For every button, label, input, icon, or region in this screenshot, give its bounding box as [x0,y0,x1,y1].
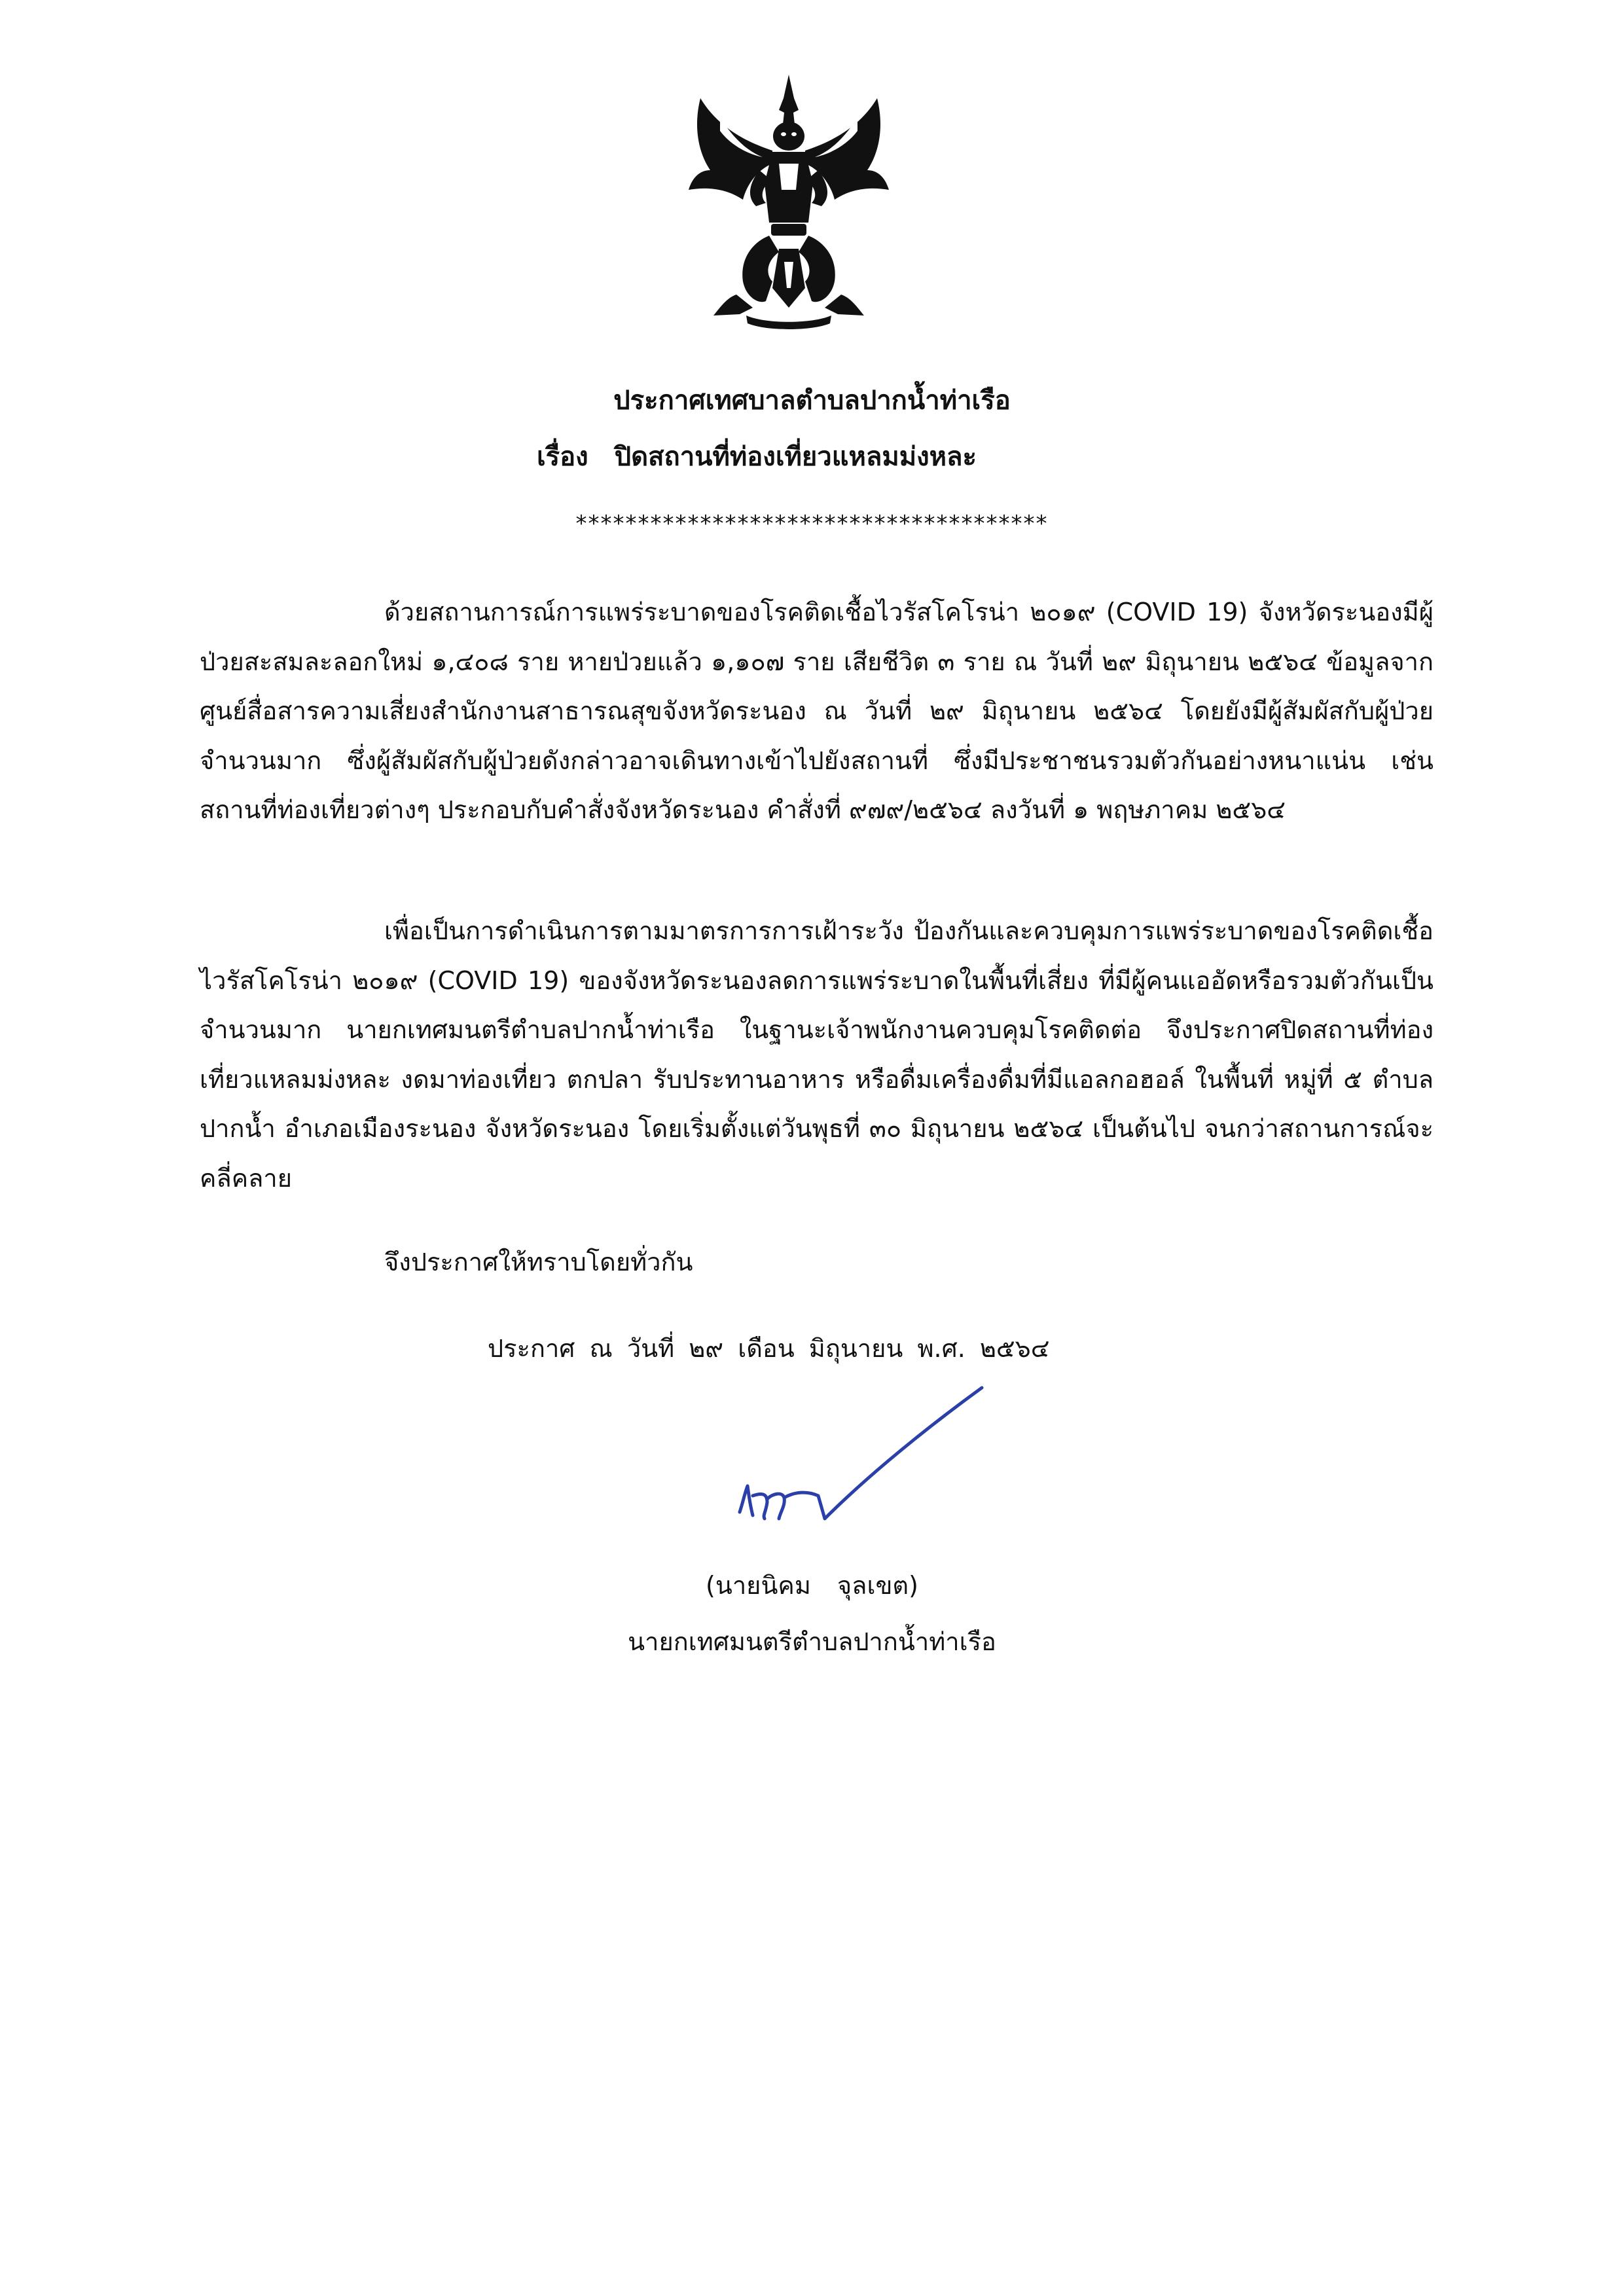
asterisk-separator: ************************************** [575,511,1049,537]
signer-position: นายกเทศมนตรีตำบลปากน้ำท่าเรือ [628,1627,996,1656]
signer-last-name: จุลเขต) [837,1571,918,1600]
announcement-date: ประกาศ ณ วันที่ ๒๙ เดือน มิถุนายน พ.ศ. ๒๕๖๔ [488,1334,1050,1363]
signer-name [0,1566,1624,1605]
garuda-emblem-icon [674,72,903,334]
signer-first-name: (นายนิคม [706,1571,811,1600]
body-paragraph-1: ด้วยสถานการณ์การแพร่ระบาดของโรคติดเชื้อไวรัสโคโรน่า ๒๐๑๙ (COVID 19) จังหวัดระนองมีผู้ป่วยสะสมละลอกใหม่ ๑,๔๐๘ ราย หายป่วยแล้ว ๑,๑๐๗ ราย เสียชีวิต ๓ ราย ณ วันที่ ๒๙ มิถุนายน ๒๕๖๔ ข้อมูลจากศูนย์สื่อสารความเสี่ยงสำนักงานสาธารณสุขจังหวัดระนอง ณ วันที่ ๒๙ มิถุนายน ๒๕๖๔ โดยยังมีผู้สัมผัสกับผู้ป่วยจำนวนมาก ซึ่งผู้สัมผัสกับผู้ป่วยดังกล่าวอาจเดินทางเข้าไปยังสถานที่ ซึ่งมีประชาชนรวมตัวกันอย่างหนาแน่น เช่นสถานที่ท่องเที่ยวต่างๆ ประกอบกับคำสั่งจังหวัดระนอง คำสั่งที่ ๙๗๙/๒๕๖๔ ลงวันที่ ๑ พฤษภาคม ๒๕๖๔ [200,598,1434,824]
subject-label: เรื่อง [537,442,588,472]
announcement-subject [537,437,977,477]
announcement-title: ประกาศเทศบาลตำบลปากน้ำท่าเรือ [613,386,1011,416]
subject-text: ปิดสถานที่ท่องเที่ยวแหลมม่งหละ [614,442,977,472]
closing-statement: จึงประกาศให้ทราบโดยทั่วกัน [384,1248,693,1276]
body-paragraph-2: เพื่อเป็นการดำเนินการตามมาตรการการเฝ้าระวัง ป้องกันและควบคุมการแพร่ระบาดของโรคติดเชื้อไวรัสโคโรน่า ๒๐๑๙ (COVID 19) ของจังหวัดระนองลดการแพร่ระบาดในพื้นที่เสี่ยง ที่มีผู้คนแออัดหรือรวมตัวกันเป็นจำนวนมาก นายกเทศมนตรีตำบลปากน้ำท่าเรือ ในฐานะเจ้าพนักงานควบคุมโรคติดต่อ จึงประกาศปิดสถานที่ท่องเที่ยวแหลมม่งหละ งดมาท่องเที่ยว ตกปลา รับประทานอาหาร หรือดื่มเครื่องดื่มที่มีแอลกอฮอล์ ในพื้นที่ หมู่ที่ ๕ ตำบลปากน้ำ อำเภอเมืองระนอง จังหวัดระนอง โดยเริ่มตั้งแต่วันพุธที่ ๓๐ มิถุนายน ๒๕๖๔ เป็นต้นไป จนกว่าสถานการณ์จะคลี่คลาย [200,916,1434,1193]
handwritten-signature-icon [727,1381,988,1532]
